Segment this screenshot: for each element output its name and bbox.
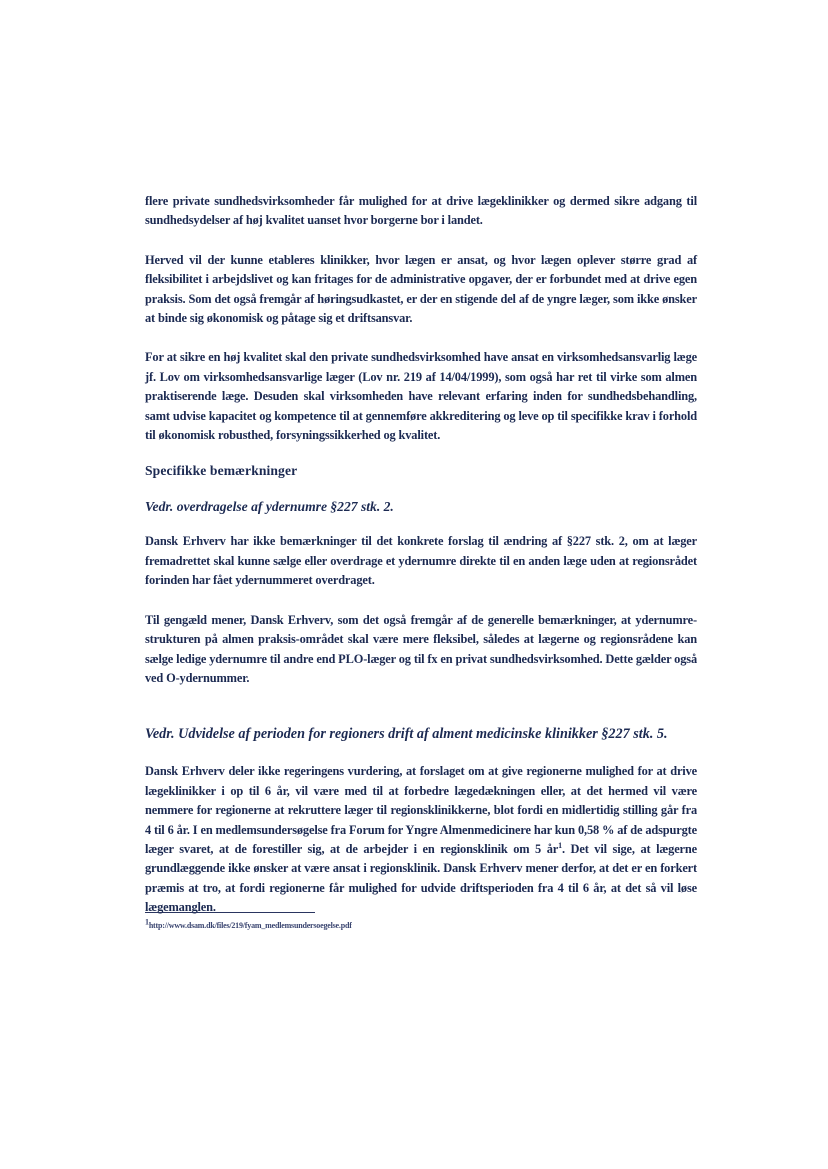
footnote-link[interactable]: http://www.dsam.dk/files/219/fyam_medlemsundersoegelse.pdf	[148, 921, 352, 930]
document-body	[145, 192, 697, 918]
heading-specific-remarks: Specifikke bemærkninger	[145, 463, 298, 479]
paragraph-4: Dansk Erhverv har ikke bemærkninger til det konkrete forslag til ændring af §227 stk. 2, om at læger fremadrettet skal kunne sælge eller overdrage et ydernumre direkte til en anden læge uden at regionsrådet forinden har fået ydernummeret overdraget.	[145, 534, 697, 588]
footnote-reference[interactable]: 1	[558, 840, 562, 850]
footnote-divider	[145, 912, 315, 913]
paragraph-3: For at sikre en høj kvalitet skal den private sundhedsvirksomhed have ansat en virksomhedsansvarlig læge jf. Lov om virksomhedsansvarlige læger (Lov nr. 219 af 14/04/1999), som også har ret til virke som almen praktiserende læge. Desuden skal virksomheden have relevant erfaring inden for sundhedsbehandling, samt udvise kapacitet og kompetence til at gennemføre akkreditering og leve op til specifikke krav i forhold til økonomisk robusthed, forsyningssikkerhed og kvalitet.	[145, 350, 697, 443]
heading-section-227-stk5: Vedr. Udvidelse af perioden for regioners drift af alment medicinske klinikker §227 stk. 5.	[145, 726, 668, 743]
paragraph-1: flere private sundhedsvirksomheder får mulighed for at drive lægeklinikker og dermed sikre adgang til sundhedsydelser af høj kvalitet uanset hvor borgerne bor i landet.	[145, 194, 697, 228]
footnote	[145, 917, 352, 932]
heading-section-227-stk2: Vedr. overdragelse af ydernumre §227 stk. 2.	[145, 499, 394, 515]
paragraph-5: Til gengæld mener, Dansk Erhverv, som det også fremgår af de generelle bemærkninger, at ydernumre-strukturen på almen praksis-området skal være mere fleksibel, således at lægerne og regionsrådene kan sælge ledige ydernumre til andre end PLO-læger og til fx en privat sundhedsvirksomhed. Dette gælder også ved O-ydernummer.	[145, 612, 697, 685]
paragraph-6	[145, 762, 697, 917]
paragraph-6-text: Dansk Erhverv deler ikke regeringens vurdering, at forslaget om at give regionerne mulighed for at drive lægeklinikker i op til 6 år, vil være med til at forbedre lægedækningen eller, at det hermed vil være nemmere for regionerne at rekruttere læger til regionsklinikkerne, blot fordi en midlertidig stilling går fra 4 til 6 år. I en medlemsundersøgelse fra Forum for Yngre Almenmedicinere har kun 0,58 % af de adspurgte læger svaret, at de forestiller sig, at de arbejder i en regionsklinik om 5 år	[145, 764, 697, 856]
footnote-number: 1	[145, 917, 149, 927]
paragraph-6-tail: . Det vil sige, at lægerne grundlæggende ikke ønsker at være ansat i regionsklinik. Dansk Erhverv mener derfor, at det er en forkert præmis at tro, at fordi regionerne får mulighed for udvide driftsperioden fra 4 til 6 år, at det så vil løse lægemanglen.	[145, 841, 698, 915]
paragraph-2: Herved vil der kunne etableres klinikker, hvor lægen er ansat, og hvor lægen oplever større grad af fleksibilitet i arbejdslivet og kan fritages for de administrative opgaver, der er forbundet med at drive egen praksis. Som det også fremgår af høringsudkastet, er der en stigende del af de yngre læger, som ikke ønsker at binde sig økonomisk og påtage sig et driftsansvar.	[145, 252, 697, 326]
